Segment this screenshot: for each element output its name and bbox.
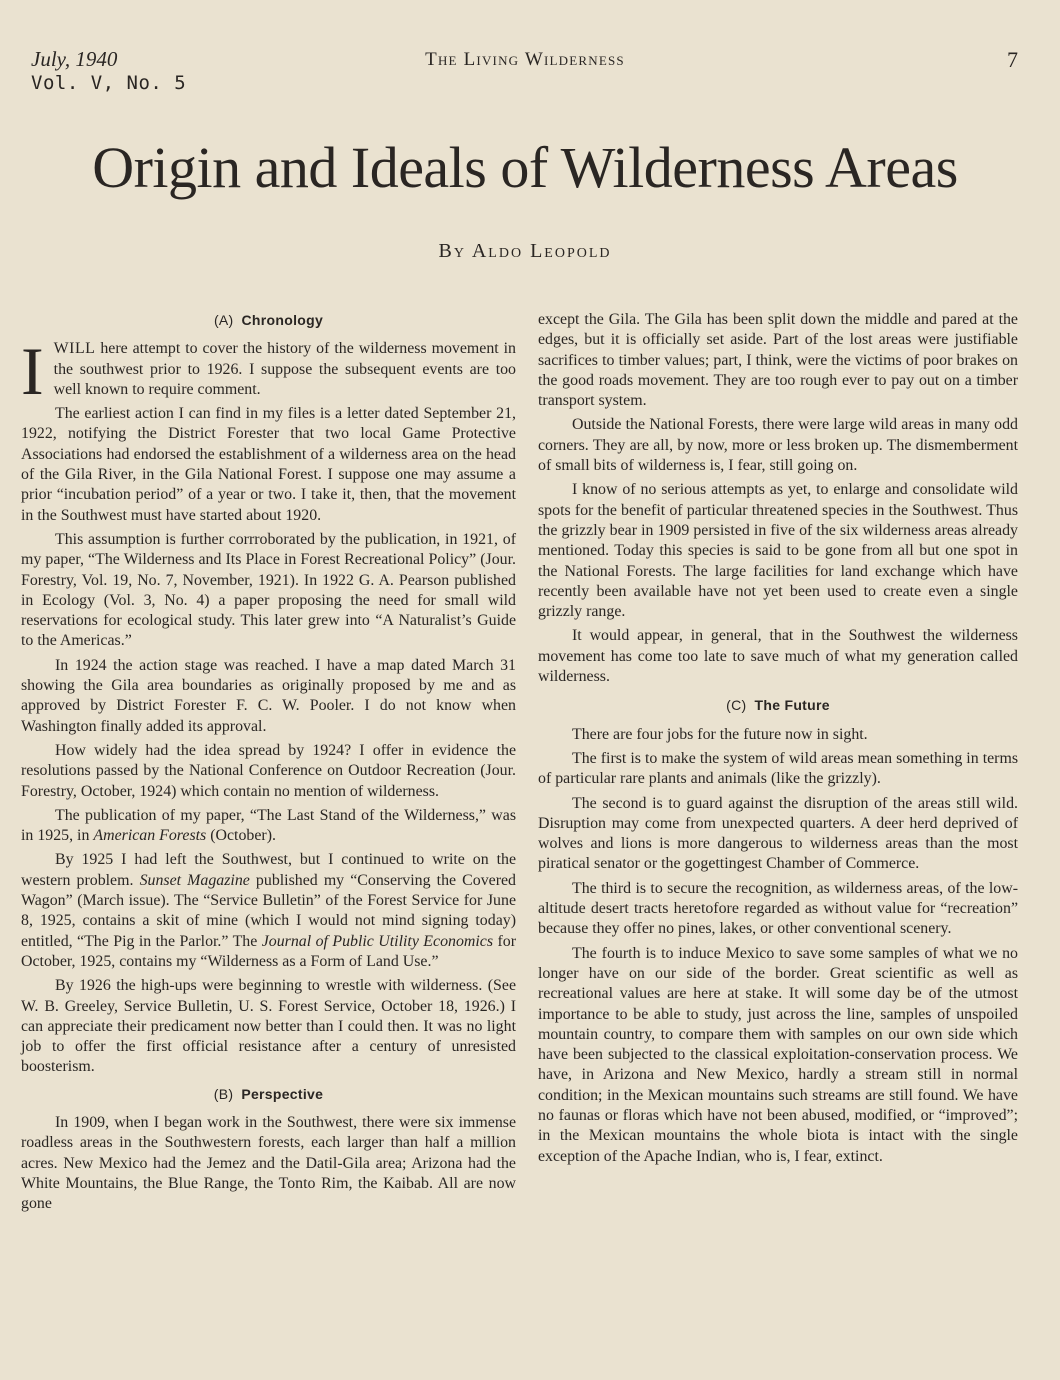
section-title: The Future bbox=[754, 697, 830, 714]
section-letter: (C) bbox=[726, 697, 747, 714]
paragraph: The first is to make the system of wild areas mean something in terms of particular rare plants and animals (like the grizzly). bbox=[538, 749, 1018, 788]
article-title: Origin and Ideals of Wilderness Areas bbox=[92, 135, 958, 200]
lead-word: WILL bbox=[53, 340, 96, 358]
section-letter: (A) bbox=[213, 312, 234, 328]
publication-name: The Living Wilderness bbox=[425, 49, 625, 70]
paragraph: There are four jobs for the future now in sight. bbox=[572, 725, 868, 743]
paragraph: I know of no serious attempts as yet, to enlarge and consolidate wild spots for the benefit of particular threatened species in the Southwest. Thus the grizzly bear in 1909 persisted in five of the six wilderness areas already mentioned. Today this species is said to be gone from all but one spot in the National Forests. The large facilities for land exchange which have recently been available have not yet been used to create even a single grizzly range. bbox=[538, 481, 1018, 621]
paragraph-text: for October, 1925, contains my “Wilderness as a Form of Land Use.” bbox=[21, 932, 516, 970]
publication-title: Journal of Public Utility Economics bbox=[261, 932, 494, 950]
publication-title: Sunset Magazine bbox=[139, 871, 250, 889]
article-byline: By Aldo Leopold bbox=[438, 240, 612, 262]
section-title: Perspective bbox=[241, 1085, 324, 1102]
issue-date: July, 1940 bbox=[31, 47, 118, 71]
section-heading-future bbox=[538, 695, 1018, 715]
paragraph bbox=[21, 333, 516, 410]
paragraph: How widely had the idea spread by 1924? I offer in evidence the resolutions passed by the National Conference on Outdoor Recreation (Jour. Forestry, October, 1924) which contain no mention of wilderness. bbox=[21, 741, 516, 800]
paragraph: The second is to guard against the disruption of the areas still wild. Disruption may come from unexpected quarters. A deer herd deprived of wolves and lions is more dangerous to wilderness areas than the most piratical senator or the gogettingest Chamber of Commerce. bbox=[538, 794, 1018, 873]
section-title: Chronology bbox=[241, 312, 324, 328]
paragraph-continued: except the Gila. The Gila has been split down the middle and pared at the edges, but it is officially set aside. Part of the lost areas were justifiable sacrifices to timber values; part, I think, were the victims of poor brakes on the good roads movement. They are too rough ever to pay out on a timber transport system. bbox=[538, 311, 1018, 410]
section-heading-perspective bbox=[21, 1084, 516, 1104]
drop-cap: I bbox=[21, 333, 44, 410]
paragraph-text: here attempt to cover the history of the wilderness movement in the southwest prior to 1926. I suppose the subsequent events are too well known to require comment. bbox=[53, 340, 516, 398]
paragraph: The fourth is to induce Mexico to save some samples of what we no longer have on our side of the border. Great scientific as well as recreational values are here at stake. It will some day be of the utmost importance to be able to study, just across the line, samples of unspoiled mountain country, to compare them with samples on our own side which have been subjected to the classical exploitation-conservation process. We have, in Arizona and New Mexico, hardly a stream still in normal condition; in the Mexican mountains such streams are still found. We have no faunas or floras which have not been abused, modified, or “improved”; in the Mexican mountains the whole biota is intact with the single exception of the Apache Indian, who is, I fear, extinct. bbox=[538, 944, 1018, 1165]
paragraph-text: The publication of my paper, “The Last Stand of the Wilderness,” was in 1925, in bbox=[21, 806, 516, 845]
paragraph: This assumption is further corrroborated by the publication, in 1921, of my paper, “The Wilderness and Its Place in Forest Recreational Policy” (Jour. Forestry, Vol. 19, No. 7, November, 1921). In 1922 G. A. Pearson published in Ecology (Vol. 3, No. 4) a paper proposing the need for small wild reservations for ecological study. This later grew into “A Naturalist’s Guide to the Americas.” bbox=[21, 530, 516, 650]
paragraph: By 1926 the high-ups were beginning to wrestle with wilderness. (See W. B. Greeley, Service Bulletin, U. S. Forest Service, October 18, 1926.) I can appreciate their predicament now better than I could then. It was no light job to offer the first official resistance after a century of unresisted boosterism. bbox=[21, 977, 516, 1076]
paragraph: Outside the National Forests, there were large wild areas in many odd corners. They are all, by now, more or less broken up. The dismemberment of small bits of wilderness is, I fear, still going on. bbox=[538, 416, 1018, 475]
section-heading-chronology bbox=[21, 310, 516, 330]
volume-number: Vol. V, No. 5 bbox=[31, 72, 187, 94]
paragraph: The earliest action I can find in my files is a letter dated September 21, 1922, notifying the District Forester that two local Game Protective Associations had endorsed the establishment of a wilderness area on the head of the Gila River, in the Gila National Forest. I suppose one may assume a prior “incubation period” of a year or two. I take it, then, that the movement in the Southwest must have started about 1920. bbox=[21, 405, 516, 524]
paragraph: In 1909, when I began work in the Southwest, there were six immense roadless areas in the Southwestern forests, each larger than half a million acres. New Mexico had the Jemez and the Datil-Gila area; Arizona had the White Mountains, the Blue Range, the Tonto Rim, the Kaibab. All are now gone bbox=[21, 1113, 516, 1213]
publication-title: American Forests bbox=[93, 827, 207, 845]
paragraph bbox=[21, 806, 516, 847]
paragraph: In 1924 the action stage was reached. I have a map dated March 31 showing the Gila area boundaries as originally proposed by me and as approved by District Forester F. C. W. Pooler. I do not know when Washington finally added its approval. bbox=[21, 656, 516, 735]
page-number: 7 bbox=[1007, 47, 1018, 72]
paragraph: The third is to secure the recognition, as wilderness areas, of the low-altitude desert tracts heretofore regarded as without value for “recreation” because they offer no pines, lakes, or other conventional scenery. bbox=[538, 879, 1018, 938]
section-letter: (B) bbox=[213, 1085, 234, 1102]
paragraph-text: By 1925 I had left the Southwest, but I continued to write on the western problem. bbox=[21, 851, 516, 889]
paragraph-text: published my “Conserving the Covered Wagon” (March issue). The “Service Bulletin” of the Forest Service for June 8, 1925, contains a skit of mine (which I would not mind signing today) entitled, “The Pig in the Parlor.” The bbox=[21, 871, 517, 950]
paragraph bbox=[21, 850, 516, 972]
right-column bbox=[538, 310, 1018, 1171]
left-column bbox=[21, 310, 516, 1218]
paragraph: It would appear, in general, that in the Southwest the wilderness movement has come too late to save much of what my generation called wilderness. bbox=[538, 627, 1018, 686]
paragraph-text: (October). bbox=[206, 827, 276, 845]
